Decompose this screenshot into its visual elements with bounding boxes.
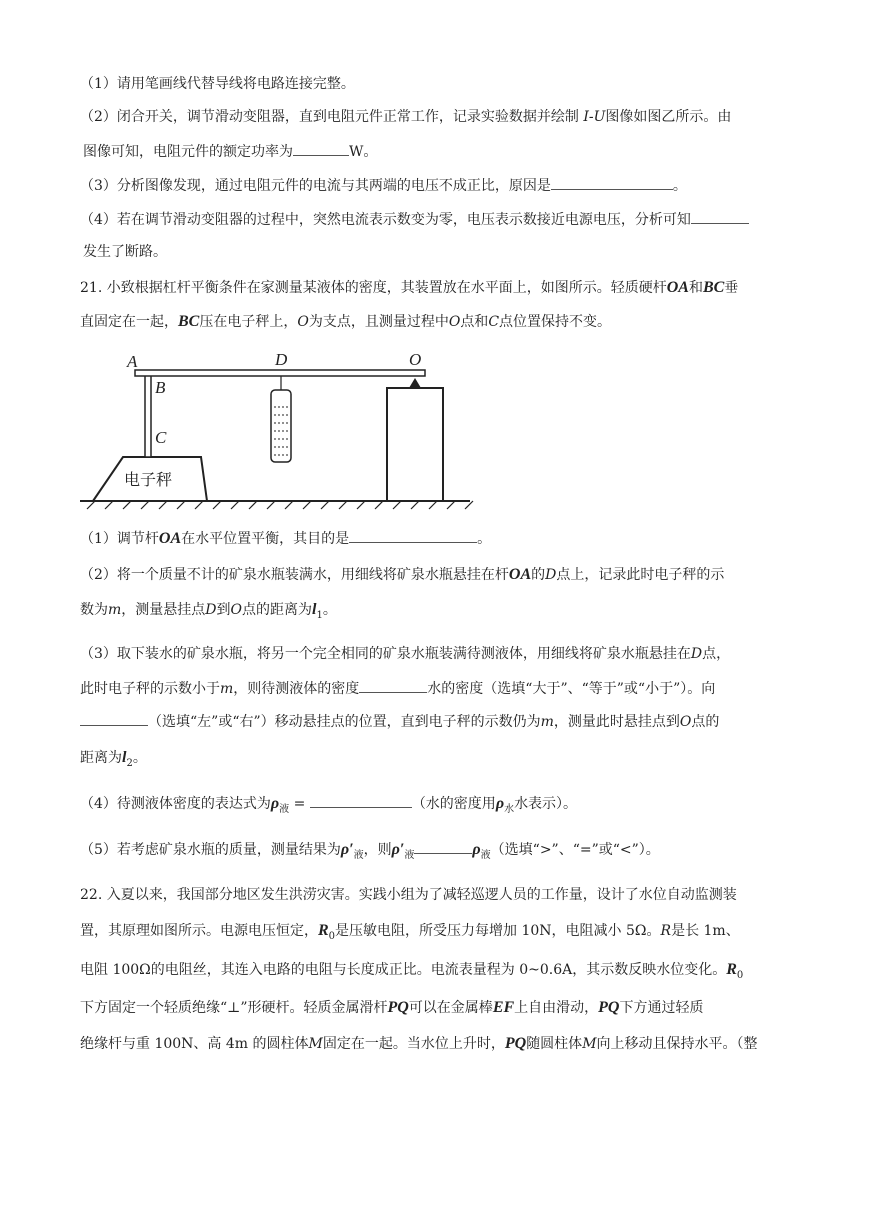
line-q21-p4: （3）取下装水的矿泉水瓶，将另一个完全相同的矿泉水瓶装满待测液体，用细线将矿泉水瓶悬挂在D点， <box>80 646 731 662</box>
answer-blank[interactable] <box>359 678 427 693</box>
line-q21-p6: （选填“左”或“右”）移动悬挂点的位置，直到电子秤的示数仍为m，测量此时悬挂点到O点的 <box>80 711 719 732</box>
line-q21-p7: 距离为$l_2$。 <box>80 749 147 769</box>
line-q21-p5: 此时电子秤的示数小于m，则待测液体的密度 水的密度（选填“大于”、“等于”或“小于”）。向 <box>80 678 715 699</box>
label-b: B <box>155 378 166 397</box>
line-q22-2: 置，其原理如图所示。电源电压恒定，$R_0$是压敏电阻，所受压力每增加 10N，电阻减小 5Ω。R是长 1m、 <box>80 922 740 942</box>
support-block <box>387 388 443 501</box>
label-o: O <box>409 350 422 369</box>
label-a: A <box>127 352 138 371</box>
line-q21-2: 直固定在一起，BC压在电子秤上，O为支点，且测量过程中O点和C点位置保持不变。 <box>80 313 612 330</box>
fulcrum <box>409 378 421 388</box>
line-q20-3: 图像可知，电阻元件的额定功率为 W。 <box>83 141 377 162</box>
line-q20-5: （4）若在调节滑动变阻器的过程中，突然电流表示数变为零，电压表示数接近电源电压，分析可知 <box>80 209 749 230</box>
line-q21-p8: （4）待测液体密度的表达式为$\rho_液$ = （水的密度用$\rho_水$水表示）。 <box>80 795 578 815</box>
answer-blank[interactable] <box>349 528 477 543</box>
line-q22-3: 电阻 100Ω的电阻丝，其连入电路的电阻与长度成正比。电流表量程为 0~0.6A，其示数反映水位变化。$R_0$ <box>80 961 744 981</box>
line-q20-6: 发生了断路。 <box>83 244 167 260</box>
line-q21-1: 21. 小致根据杠杆平衡条件在家测量某液体的密度，其装置放在水平面上，如图所示。轻质硬杆OA和BC垂 <box>80 279 739 296</box>
scale-label: 电子秤 <box>123 470 173 489</box>
line-q20-4: （3）分析图像发现，通过电阻元件的电流与其两端的电压不成正比，原因是 。 <box>80 175 687 196</box>
line-q21-p1: （1）调节杆OA在水平位置平衡，其目的是 。 <box>80 530 492 547</box>
line-q22-5: 绝缘杆与重 100N、高 4m 的圆柱体M固定在一起。当水位上升时，PQ随圆柱体M向上移动且保持水平。（整 <box>80 1035 758 1052</box>
line-q21-p2: （2）将一个质量不计的矿泉水瓶装满水，用细线将矿泉水瓶悬挂在杆OA的D点上，记录此时电子秤的示 <box>80 566 725 583</box>
answer-blank[interactable] <box>310 793 412 808</box>
line-q20-1: （1）请用笔画线代替导线将电路连接完整。 <box>80 76 355 92</box>
rod-oa <box>135 370 425 376</box>
water-bottle <box>271 390 291 462</box>
answer-blank[interactable] <box>551 175 673 190</box>
line-q21-p9: （5）若考虑矿泉水瓶的质量，测量结果为$\rho'_液$，则$\rho'_液$ $\rho_液$（选填“>”、“=”或“<”）。 <box>80 841 660 861</box>
answer-blank[interactable] <box>80 711 148 726</box>
rod-bc <box>145 375 151 457</box>
line-q22-1: 22. 入夏以来，我国部分地区发生洪涝灾害。实践小组为了减轻巡逻人员的工作量，设计了水位自动监测装 <box>80 887 737 903</box>
line-q22-4: 下方固定一个轻质绝缘“⊥”形硬杆。轻质金属滑杆PQ可以在金属棒EF上自由滑动，PQ下方通过轻质 <box>80 999 704 1016</box>
answer-blank[interactable] <box>414 839 472 854</box>
line-q21-p3: 数为m，测量悬挂点D到O点的距离为$l_1$。 <box>80 601 337 621</box>
answer-blank[interactable] <box>691 209 749 224</box>
label-c: C <box>155 428 167 447</box>
label-d: D <box>275 350 288 369</box>
answer-blank[interactable] <box>293 141 349 156</box>
lever-apparatus-figure <box>75 345 475 510</box>
line-q20-2: （2）闭合开关，调节滑动变阻器，直到电阻元件正常工作，记录实验数据并绘制 I-U图像如图乙所示。由 <box>80 109 732 125</box>
